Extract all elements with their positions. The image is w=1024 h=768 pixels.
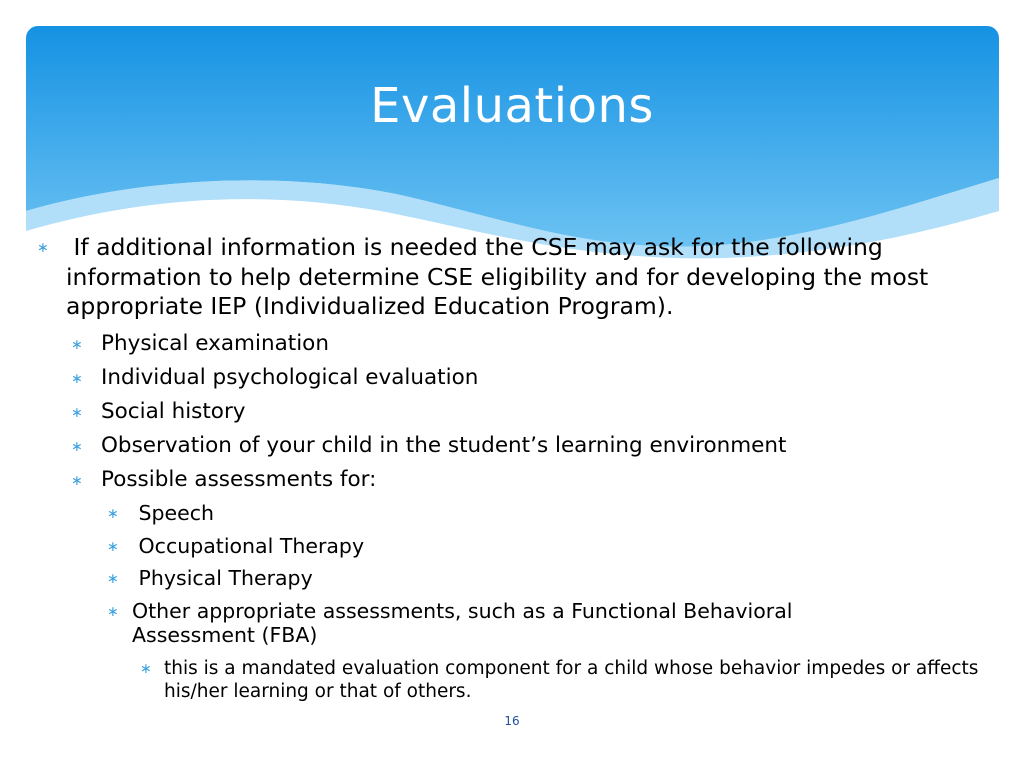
list-item: Occupational Therapy <box>132 534 365 558</box>
list-item: Possible assessments for: <box>101 467 377 492</box>
bullet-icon: ∗ <box>140 661 152 677</box>
bullet-icon: ∗ <box>71 473 83 489</box>
page-number: 16 <box>504 714 520 728</box>
bullet-icon: ∗ <box>107 604 119 620</box>
list-item: Physical Therapy <box>132 566 313 590</box>
bullet-icon: ∗ <box>37 240 49 256</box>
bullet-icon: ∗ <box>107 506 119 522</box>
bullet-icon: ∗ <box>71 405 83 421</box>
list-item: Other appropriate assessments, such as a Functional Behavioral Assessment (FBA) <box>132 599 799 647</box>
slide-title: Evaluations <box>370 78 654 134</box>
bullet-icon: ∗ <box>107 571 119 587</box>
bullet-icon: ∗ <box>71 337 83 353</box>
bullet-icon: ∗ <box>107 539 119 555</box>
bullet-icon: ∗ <box>71 371 83 387</box>
intro-paragraph: If additional information is needed the CSE may ask for the following information to help determine CSE eligibility and for developing the most appropriate IEP (Individualized Education Program). <box>66 233 936 320</box>
list-item: Individual psychological evaluation <box>101 365 479 390</box>
list-item: this is a mandated evaluation component for a child whose behavior impedes or affects his/her learning or that of others. <box>164 658 985 702</box>
list-item: Observation of your child in the student’s learning environment <box>101 433 787 458</box>
list-item: Physical examination <box>101 331 329 356</box>
list-item: Social history <box>101 399 246 424</box>
bullet-icon: ∗ <box>71 439 83 455</box>
list-item: Speech <box>132 501 215 525</box>
